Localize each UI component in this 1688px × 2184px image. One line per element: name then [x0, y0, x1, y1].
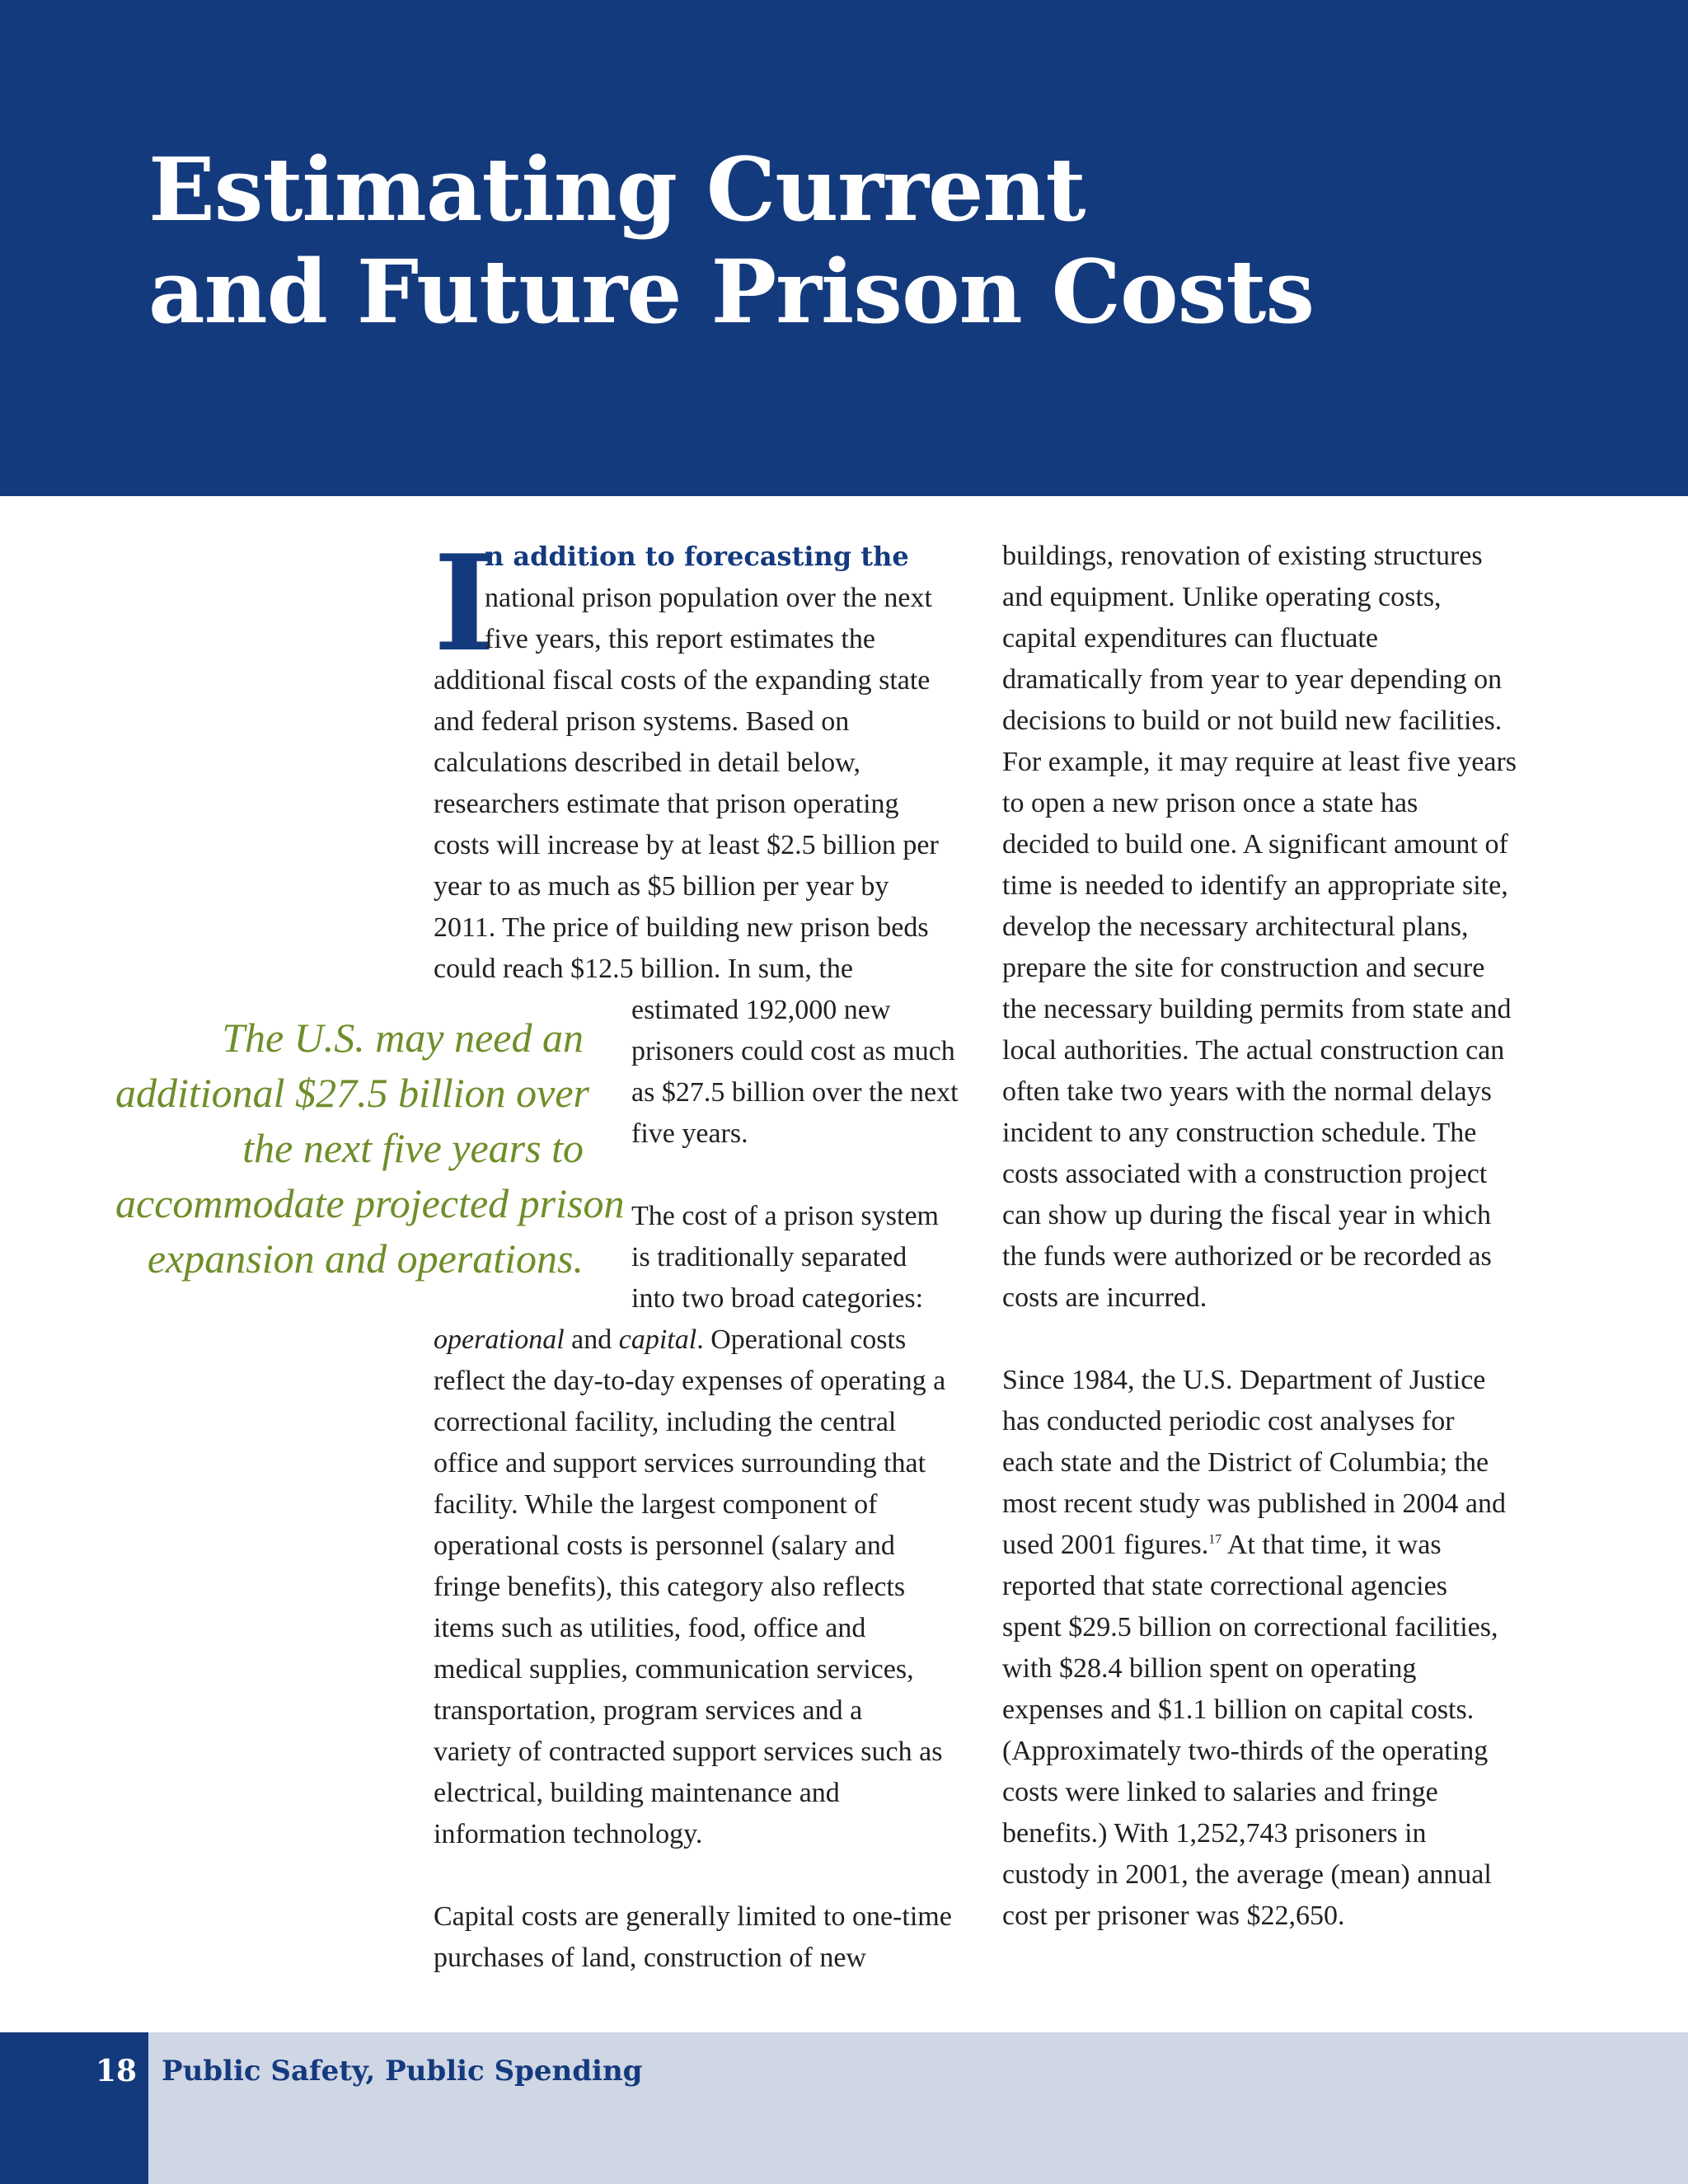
body-line: as $27.5 billion over the next [631, 1077, 959, 1108]
body-line: spent $29.5 billion on correctional facilities, [1002, 1612, 1498, 1643]
pull-quote-line: the next five years to [242, 1125, 584, 1171]
drop-cap: I [434, 526, 495, 681]
body-line: fringe benefits), this category also reflects [434, 1572, 906, 1602]
body-line: Since 1984, the U.S. Department of Justice [1002, 1365, 1486, 1395]
body-line: calculations described in detail below, [434, 748, 861, 778]
body-line: transportation, program services and a [434, 1695, 863, 1726]
body-line: local authorities. The actual construction can [1002, 1035, 1505, 1066]
body-line: reflect the day-to-day expenses of operating a [434, 1366, 946, 1396]
body-line: five years. [631, 1118, 748, 1149]
body-line: costs associated with a construction project [1002, 1159, 1488, 1189]
body-line: The cost of a prison system [631, 1201, 939, 1231]
body-line: items such as utilities, food, office and [434, 1613, 866, 1643]
body-line: buildings, renovation of existing structures [1002, 541, 1483, 571]
body-line: cost per prisoner was $22,650. [1002, 1900, 1345, 1931]
term-operational: operational [434, 1324, 565, 1355]
body-line: prisoners could cost as much [631, 1036, 955, 1066]
body-line: each state and the District of Columbia; the [1002, 1447, 1489, 1478]
body-line: additional fiscal costs of the expanding state [434, 665, 931, 696]
body-line: often take two years with the normal delays [1002, 1076, 1492, 1107]
body-line: has conducted periodic cost analyses for [1002, 1406, 1455, 1436]
body-line [434, 1319, 978, 1361]
body-line: time is needed to identify an appropriate site, [1002, 870, 1508, 901]
pull-quote-line: additional $27.5 billion over [115, 1070, 589, 1116]
body-line: costs are incurred. [1002, 1282, 1207, 1313]
body-line: 2011. The price of building new prison beds [434, 912, 929, 943]
pull-quote [115, 1010, 625, 1286]
operational-costs-paragraph [434, 1196, 978, 1855]
page-title-line-2: and Future Prison Costs [148, 240, 1315, 343]
body-line: correctional facility, including the central [434, 1407, 897, 1437]
body-line: the necessary building permits from state and [1002, 994, 1512, 1024]
body-line: (Approximately two-thirds of the operating [1002, 1736, 1489, 1766]
body-line: to open a new prison once a state has [1002, 788, 1418, 818]
body-line: develop the necessary architectural plans, [1002, 912, 1469, 942]
body-line: with $28.4 billion spent on operating [1002, 1653, 1417, 1684]
body-line: decided to build one. A significant amount of [1002, 829, 1508, 860]
body-line: is traditionally separated [631, 1242, 907, 1272]
pull-quote-line: expansion and operations. [147, 1235, 584, 1282]
body-line: Capital costs are generally limited to one-time [434, 1901, 952, 1932]
pull-quote-line: The U.S. may need an [222, 1015, 584, 1061]
capital-costs-paragraph [434, 1896, 978, 1979]
body-line: dramatically from year to year depending on [1002, 664, 1503, 695]
connector-text: and [564, 1324, 619, 1355]
body-line: estimated 192,000 new [631, 995, 891, 1025]
body-line: For example, it may require at least five years [1002, 747, 1517, 777]
body-line: can show up during the fiscal year in which [1002, 1200, 1491, 1230]
body-line: office and support services surrounding that [434, 1448, 926, 1479]
running-title: Public Safety, Public Spending [162, 2055, 643, 2088]
body-line: most recent study was published in 2004 and [1002, 1488, 1506, 1519]
body-line: researchers estimate that prison operating [434, 789, 899, 819]
body-line: costs will increase by at least $2.5 billion per [434, 830, 939, 860]
body-line: decisions to build or not build new facilities. [1002, 705, 1503, 736]
body-line: incident to any construction schedule. The [1002, 1118, 1477, 1148]
footnote-ref[interactable]: 17 [1208, 1532, 1222, 1547]
pull-quote-line: accommodate projected prison [115, 1180, 625, 1226]
body-line: custody in 2001, the average (mean) annual [1002, 1859, 1492, 1890]
body-line: electrical, building maintenance and [434, 1778, 840, 1808]
capital-continued-paragraph [1002, 536, 1563, 1319]
body-line: expenses and $1.1 billion on capital costs. [1002, 1694, 1475, 1725]
page-title [148, 138, 1632, 343]
body-line: could reach $12.5 billion. In sum, the [434, 954, 853, 984]
page-title-line-1: Estimating Current [148, 138, 1085, 241]
page-number: 18 [96, 2054, 138, 2088]
body-line: reported that state correctional agencies [1002, 1571, 1447, 1601]
body-line: purchases of land, construction of new [434, 1943, 866, 1973]
body-line: variety of contracted support services such as [434, 1736, 943, 1767]
body-line: and federal prison systems. Based on [434, 706, 850, 737]
right-column [1002, 536, 1563, 1937]
body-text: . Operational costs [696, 1324, 907, 1355]
lead-in-line [434, 536, 978, 578]
lead-in-text: n addition to forecasting the [485, 541, 909, 572]
body-line: medical supplies, communication services, [434, 1654, 914, 1685]
body-line: year to as much as $5 billion per year by [434, 871, 889, 902]
body-line [1002, 1525, 1563, 1566]
doj-study-paragraph [1002, 1360, 1563, 1937]
body-line: the funds were authorized or be recorded as [1002, 1241, 1492, 1272]
body-line: prepare the site for construction and secure [1002, 953, 1485, 983]
body-text: At that time, it was [1221, 1530, 1442, 1560]
body-line: and equipment. Unlike operating costs, [1002, 582, 1442, 612]
body-line: costs were linked to salaries and fringe [1002, 1777, 1438, 1807]
body-line: five years, this report estimates the [485, 624, 875, 654]
body-line: national prison population over the next [485, 583, 932, 613]
body-line: into two broad categories: [631, 1283, 924, 1314]
body-line: capital expenditures can fluctuate [1002, 623, 1378, 654]
body-text: used 2001 figures. [1002, 1530, 1209, 1560]
body-line: benefits.) With 1,252,743 prisoners in [1002, 1818, 1427, 1849]
term-capital: capital [618, 1324, 697, 1355]
body-line: facility. While the largest component of [434, 1489, 878, 1520]
body-line: information technology. [434, 1819, 703, 1849]
body-line: operational costs is personnel (salary and [434, 1530, 895, 1561]
